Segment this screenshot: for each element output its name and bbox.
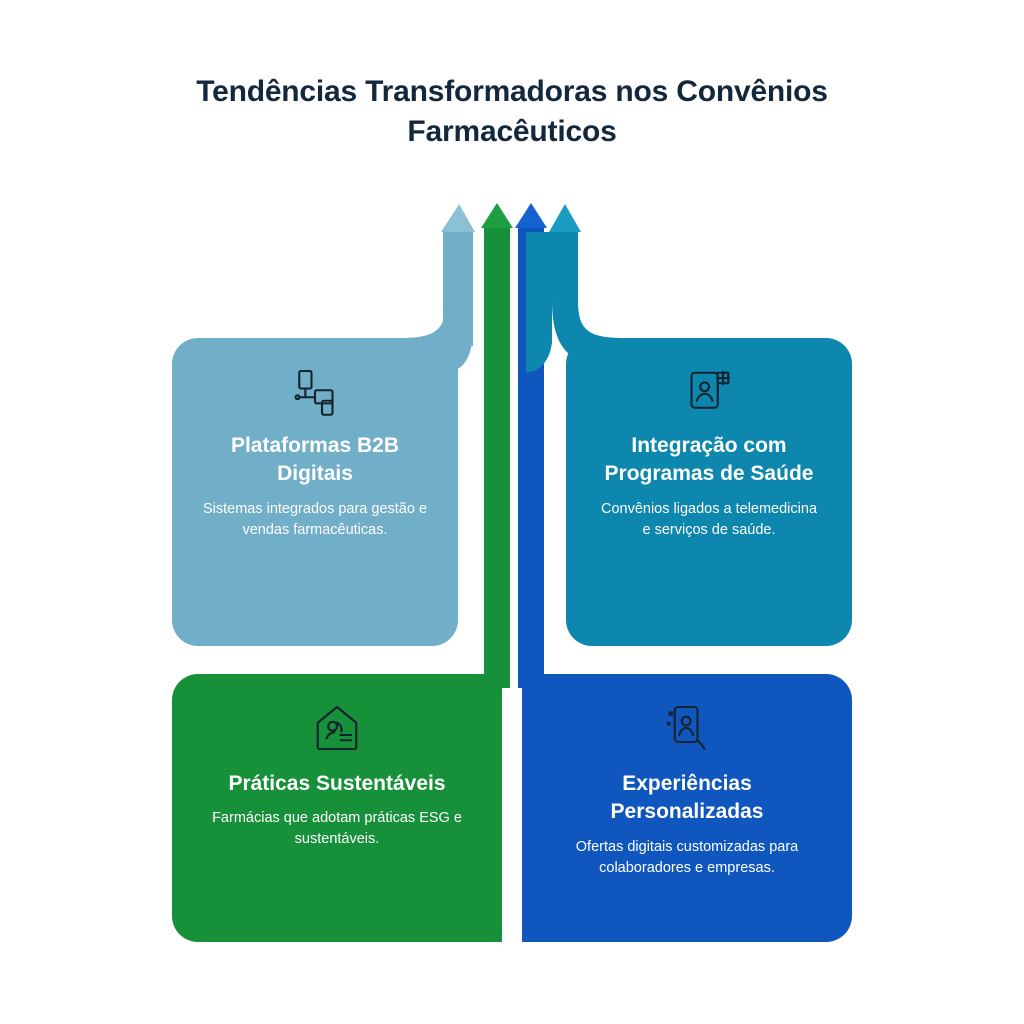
page-title: Tendências Transformadoras nos Convênios Farmacêuticos — [196, 75, 828, 148]
card-praticas-sustentaveis[interactable] — [172, 674, 502, 942]
personalized-mobile-icon — [659, 700, 715, 756]
patient-health-plus-icon — [681, 364, 737, 420]
card-integracao-programas-saude[interactable] — [566, 338, 852, 646]
arrow-stem-experiencias — [515, 203, 547, 688]
arrow-stem-sustentaveis — [481, 203, 513, 688]
card-plataformas-b2b[interactable] — [172, 338, 458, 646]
card-experiencias-personalizadas[interactable] — [522, 674, 852, 942]
card-description: Sistemas integrados para gestão e vendas farmacêuticas. — [202, 500, 428, 538]
card-title: Plataformas B2B Digitais — [230, 434, 400, 486]
card-title: Experiências Personalizadas — [610, 772, 764, 824]
card-description: Farmácias que adotam práticas ESG e sustentáveis. — [212, 810, 462, 848]
devices-network-icon — [287, 364, 343, 420]
card-title: Integração com Programas de Saúde — [604, 434, 814, 486]
sustainable-pharmacy-icon — [309, 700, 365, 756]
card-description: Ofertas digitais customizadas para colaboradores e empresas. — [575, 838, 799, 876]
card-description: Convênios ligados a telemedicina e serviços de saúde. — [600, 500, 818, 538]
card-title: Práticas Sustentáveis — [228, 772, 446, 795]
